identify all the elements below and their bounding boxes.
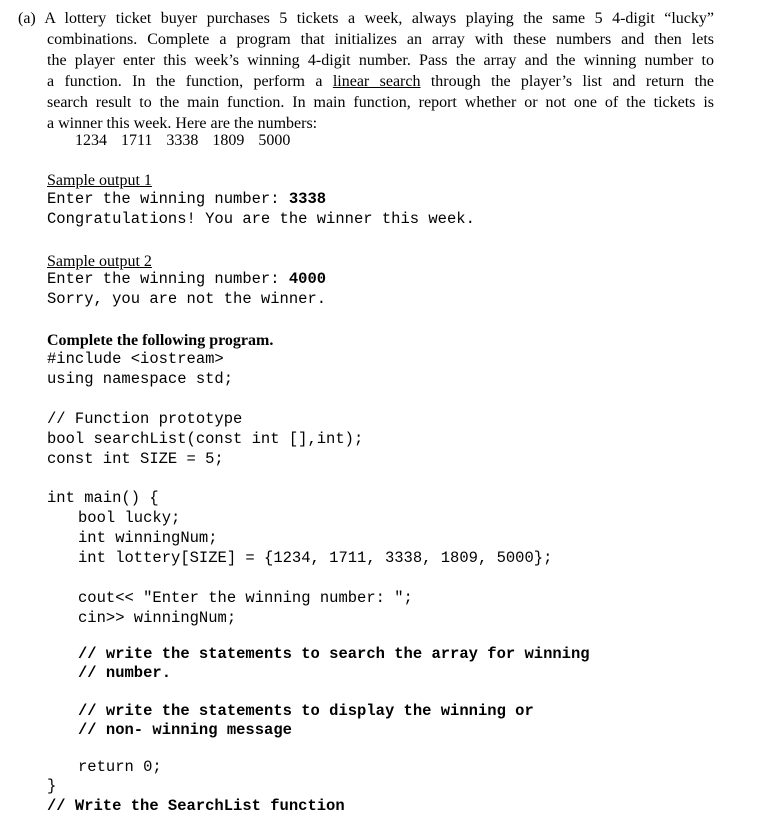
lucky-number: 1234 (75, 132, 107, 149)
code-comment-prototype: // Function prototype (47, 410, 243, 428)
lucky-number: 1711 (121, 132, 153, 149)
question-line-4a: a function. In the function, perform a (47, 73, 323, 90)
question-text (18, 8, 714, 134)
sample2-prompt-line (47, 269, 326, 289)
code-prototype: bool searchList(const int [],int); (47, 430, 364, 448)
question-line-4 (18, 71, 714, 92)
sample2-prompt: Enter the winning number: (47, 270, 289, 288)
question-line-6: a winner this week. Here are the numbers: (47, 115, 318, 132)
linear-search-term: linear search (332, 73, 421, 90)
code-const-size: const int SIZE = 5; (47, 450, 224, 468)
sample1-result: Congratulations! You are the winner this week. (47, 210, 475, 228)
code-decl-lucky: bool lucky; (78, 509, 181, 527)
lucky-numbers (75, 130, 304, 151)
code-using: using namespace std; (47, 370, 234, 388)
question-line-3: the player enter this week’s winning 4-digit number. Pass the array and the winning number to (47, 52, 714, 69)
program-heading: Complete the following program. (47, 332, 274, 349)
lucky-number: 5000 (258, 132, 291, 149)
sample2-input: 4000 (288, 270, 327, 288)
code-decl-winning: int winningNum; (78, 529, 218, 547)
lucky-number: 3338 (166, 132, 199, 149)
code-include: #include <iostream> (47, 350, 224, 368)
code-main-open: int main() { (47, 489, 159, 507)
code-todo-display-2: // non- winning message (78, 721, 292, 739)
code-close-brace: } (47, 777, 57, 795)
code-todo-display-1: // write the statements to display the winning or (78, 702, 534, 720)
question-line-5: search result to the main function. In main function, report whether or not one of the tickets is (47, 94, 714, 111)
code-todo-function: // Write the SearchList function (47, 797, 345, 815)
sample1-prompt-line (47, 189, 326, 209)
sample1-input: 3338 (288, 190, 327, 208)
code-decl-lottery: int lottery[SIZE] = {1234, 1711, 3338, 1809, 5000}; (78, 549, 553, 567)
code-return: return 0; (78, 758, 162, 776)
code-todo-search-2: // number. (78, 664, 172, 682)
question-line-4b: through the player’s list and return the (430, 73, 715, 90)
sample1-prompt: Enter the winning number: (47, 190, 289, 208)
code-todo-search-1: // write the statements to search the array for winning (78, 645, 590, 663)
sample2-title: Sample output 2 (47, 253, 152, 270)
question-line-2: combinations. Complete a program that initializes an array with these numbers and then lets (47, 31, 714, 48)
code-cin: cin>> winningNum; (78, 609, 237, 627)
lucky-number: 1809 (212, 132, 245, 149)
question-line-1: (a) A lottery ticket buyer purchases 5 tickets a week, always playing the same 5 4-digit “lucky” (18, 10, 714, 27)
sample2-result: Sorry, you are not the winner. (47, 290, 327, 308)
code-cout: cout<< "Enter the winning number: "; (78, 589, 413, 607)
sample1-title: Sample output 1 (47, 172, 152, 189)
